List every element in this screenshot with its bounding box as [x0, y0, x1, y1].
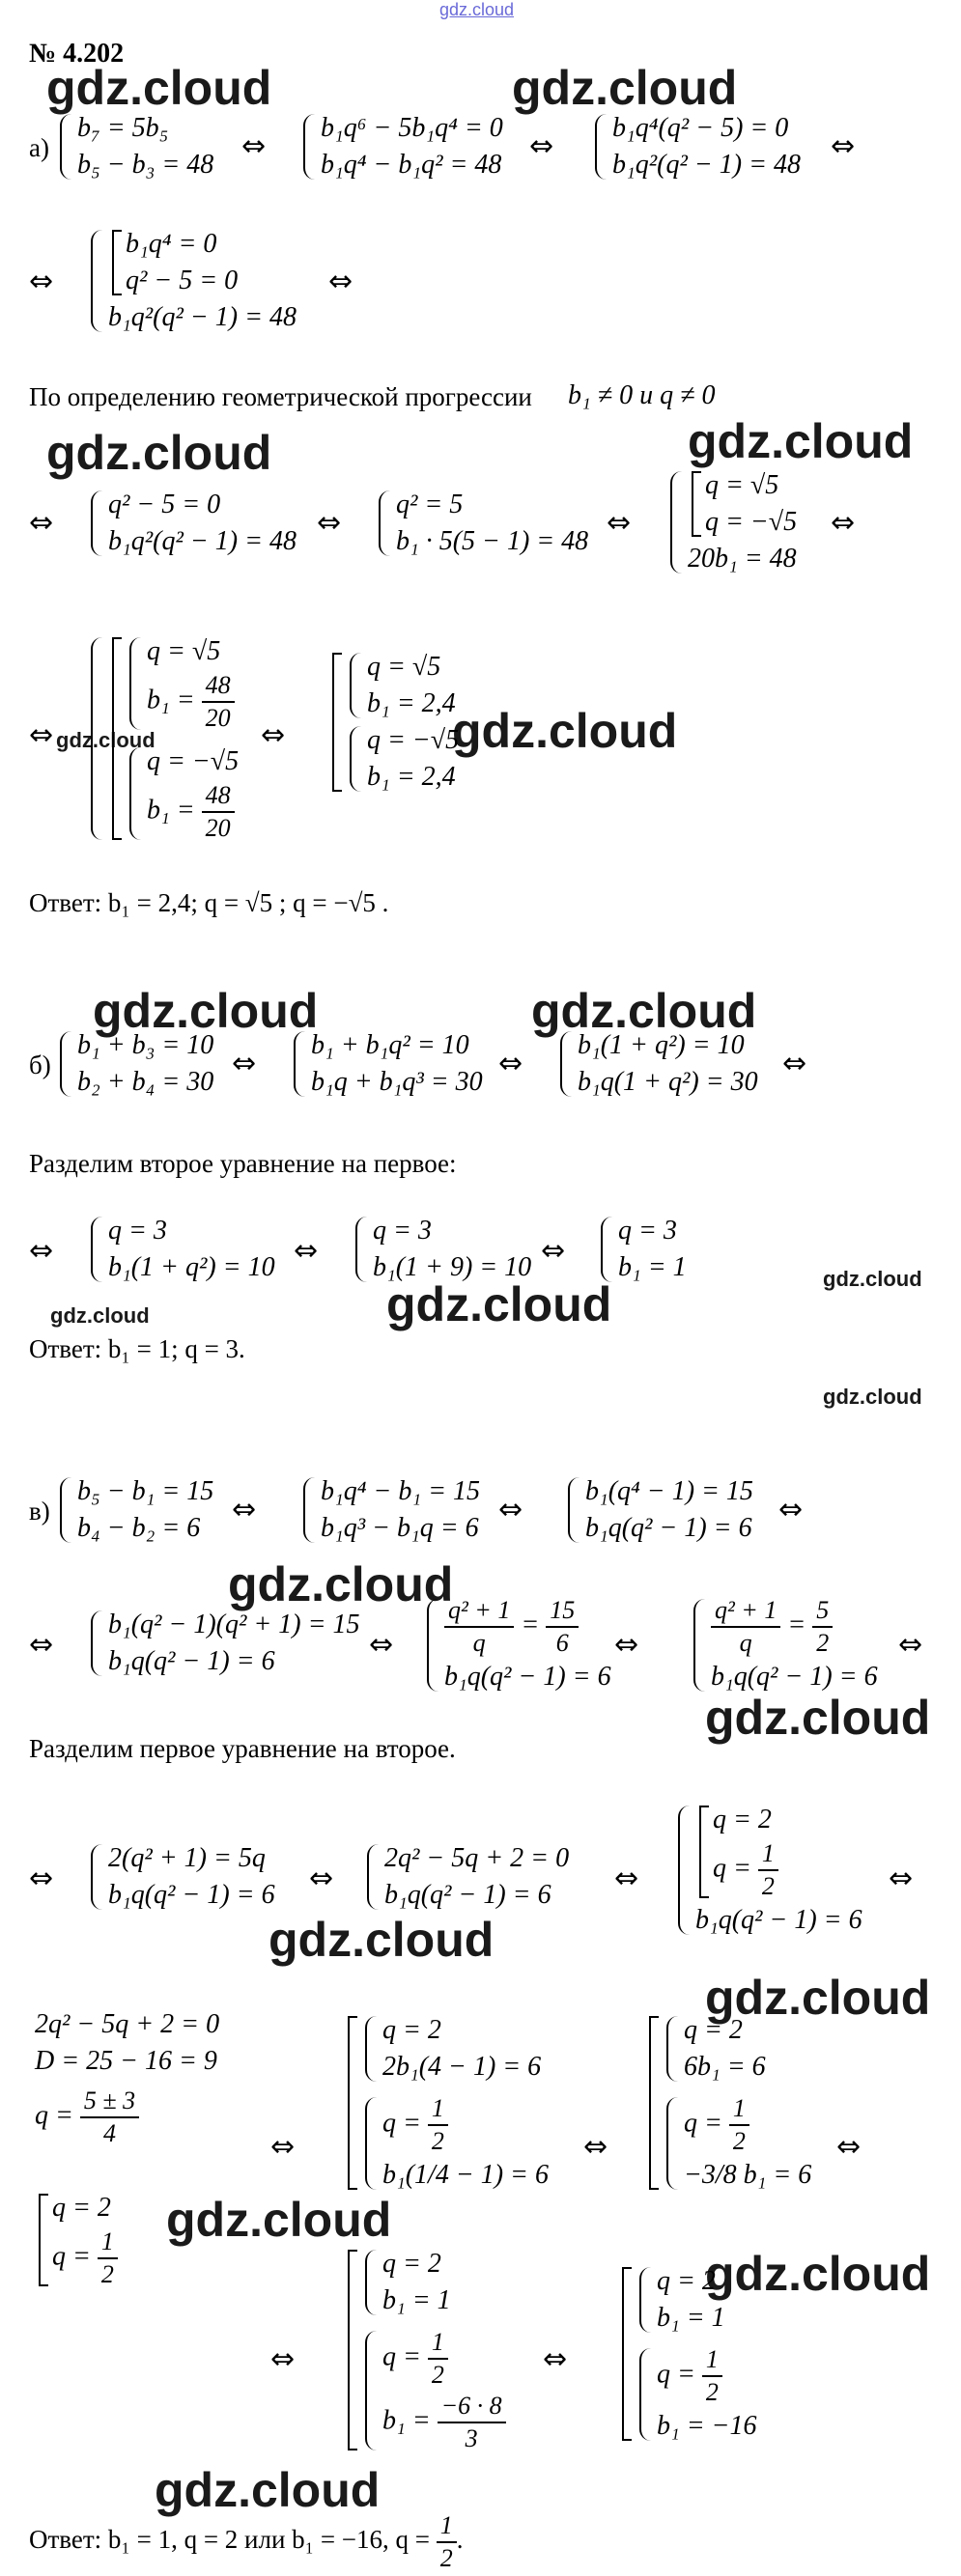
equation-line: b₁ + b₃ = 10	[77, 1030, 214, 1060]
denominator: 2	[431, 2361, 444, 2389]
equivalence-arrow: ⇔	[29, 506, 54, 540]
equivalence-arrow: ⇔	[270, 2130, 296, 2164]
equation-subsystem	[126, 743, 239, 844]
problem-number: № 4.202	[29, 39, 125, 69]
equation-system	[299, 110, 503, 183]
fraction	[702, 2344, 722, 2408]
equation-line: b₁q³ − b₁q = 6	[321, 1513, 479, 1543]
equation-system	[87, 1213, 275, 1286]
numerator: 1	[428, 2327, 448, 2360]
denominator: 20	[205, 704, 231, 732]
numerator: 5	[812, 1595, 833, 1628]
equivalence-arrow: ⇔	[261, 718, 286, 752]
fraction	[428, 2093, 448, 2157]
calculation-block	[35, 2006, 219, 2149]
equation-line: b₁q(q² − 1) = 6	[695, 1905, 862, 1935]
equivalence-arrow: ⇔	[232, 1047, 257, 1080]
equivalence-arrow: ⇔	[614, 1862, 639, 1895]
equation-line: q = 3	[618, 1216, 677, 1246]
denominator: 4	[103, 2119, 117, 2147]
equation-term: q =	[52, 2241, 91, 2272]
equation-term: q =	[382, 2108, 421, 2139]
equation-line: b₁ = 1	[657, 2303, 725, 2333]
equation-set	[688, 467, 797, 541]
equation-line: q = 2	[382, 2015, 441, 2045]
denominator: q	[472, 1629, 486, 1657]
equation-line: b₁q⁶ − 5b₁q⁴ = 0	[321, 113, 503, 143]
equation-set	[108, 633, 239, 844]
equation-set	[328, 649, 459, 796]
equation-line	[52, 2226, 118, 2290]
equivalence-arrow: ⇔	[583, 2130, 608, 2164]
equation-line: q = 2	[713, 1805, 772, 1834]
equation-system	[690, 1595, 878, 1695]
equation-system	[597, 1213, 687, 1286]
equation-system	[87, 226, 297, 336]
fraction	[98, 2226, 118, 2290]
part-b-label: б)	[29, 1050, 51, 1079]
equation-line: q = 2	[657, 2266, 716, 2296]
equation-line: b₂ + b₄ = 30	[77, 1067, 214, 1097]
equation-system	[299, 1473, 480, 1547]
equation-system	[56, 110, 213, 183]
equation-set	[344, 2246, 506, 2454]
watermark-logo: gdz.cloud	[93, 984, 319, 1038]
fraction	[758, 1838, 778, 1902]
watermark-logo: gdz.cloud	[452, 704, 678, 758]
equation-line: 6b₁ = 6	[684, 2052, 766, 2082]
equivalence-arrow: ⇔	[782, 1047, 807, 1080]
equation-system	[564, 1473, 753, 1547]
equivalence-arrow: ⇔	[270, 2342, 296, 2376]
equation-line: q = 3	[373, 1216, 432, 1246]
equation-line: b₁q⁴ − b₁q² = 48	[321, 150, 502, 180]
equation-subsystem	[346, 649, 459, 722]
equivalence-arrow: ⇔	[29, 1234, 54, 1268]
equation-line: b₇ = 5b₅	[77, 113, 169, 143]
denominator: q	[739, 1629, 752, 1657]
equivalence-arrow: ⇔	[328, 265, 353, 298]
equation-line: b₁q(q² − 1) = 6	[108, 1646, 275, 1676]
equation-line: b₁q(q² − 1) = 6	[384, 1880, 551, 1910]
equation-line: b₁ = 1	[382, 2285, 451, 2315]
equation-line: q = 2	[684, 2015, 743, 2045]
numerator: 1	[758, 1838, 778, 1871]
numerator: 5 ± 3	[80, 2086, 139, 2118]
equation-line	[382, 2391, 506, 2454]
equation-line: q² = 5	[396, 490, 464, 519]
fraction	[202, 670, 235, 734]
watermark-logo: gdz.cloud	[50, 1303, 150, 1328]
equation-line: $\frac{\text{q² + 1}}{q}$ = $\frac{15}{6}$	[444, 1595, 611, 1659]
equation-term: q =	[382, 2341, 421, 2372]
watermark-logo: gdz.cloud	[386, 1277, 612, 1331]
equation-subsystem	[636, 2263, 757, 2337]
equation-system	[87, 633, 239, 844]
denominator: 3	[465, 2424, 478, 2452]
equation-term: b₁ =	[147, 685, 195, 715]
equation-term: b₁ =	[147, 795, 195, 826]
equivalence-arrow: ⇔	[529, 129, 554, 163]
numerator: 1	[437, 2510, 457, 2543]
equation-subsystem	[126, 633, 239, 734]
watermark-logo: gdz.cloud	[531, 984, 757, 1038]
denominator: 20	[205, 814, 231, 842]
equivalence-arrow: ⇔	[607, 506, 632, 540]
equation-line: 2q² − 5q + 2 = 0	[35, 2009, 220, 2039]
numerator: q² + 1	[711, 1595, 780, 1628]
equation-line: q = −√5	[367, 725, 460, 755]
equation-system	[375, 487, 588, 560]
equation-system	[56, 1473, 213, 1547]
equation-line: q = −√5	[705, 507, 798, 537]
equation-system	[352, 1213, 531, 1286]
equation-line: b₁q²(q² − 1) = 48	[108, 302, 297, 332]
equation-term: q =	[684, 2108, 722, 2139]
denominator: 2	[816, 1629, 830, 1657]
part-v-label: в)	[29, 1497, 50, 1526]
equation-line	[35, 2086, 219, 2149]
denominator: 6	[555, 1629, 569, 1657]
fraction	[80, 2086, 139, 2149]
equation-set	[695, 1802, 862, 1902]
equation-line: b₁q⁴ = 0	[126, 229, 217, 259]
text-note: По определению геометрической прогрессии	[29, 382, 532, 411]
numerator: 48	[202, 780, 235, 813]
equation-subsystem	[361, 2093, 549, 2194]
fraction	[438, 2391, 506, 2454]
equation-term: b₁ =	[382, 2405, 431, 2436]
equivalence-arrow: ⇔	[317, 506, 342, 540]
fraction	[428, 2327, 448, 2391]
equation-subsystem	[361, 2012, 549, 2086]
equation-line: b₁q²(q² − 1) = 48	[108, 526, 297, 556]
watermark-logo: gdz.cloud	[56, 728, 155, 752]
equation-line: b₁(1 + 9) = 10	[373, 1252, 532, 1282]
equation-system	[290, 1027, 483, 1101]
equation-line: b₁(1 + q²) = 10	[578, 1030, 745, 1060]
equation-line: b₁q(q² − 1) = 6	[108, 1880, 275, 1910]
numerator: 1	[729, 2093, 749, 2126]
equivalence-arrow: ⇔	[498, 1493, 523, 1526]
numerator: 1	[98, 2226, 118, 2259]
equation-system	[591, 110, 801, 183]
equivalence-arrow: ⇔	[614, 1628, 639, 1662]
equation-line: b₅ − b₃ = 48	[77, 150, 214, 180]
watermark-logo: gdz.cloud	[155, 2463, 381, 2517]
equivalence-arrow: ⇔	[836, 2130, 862, 2164]
equivalence-arrow: ⇔	[898, 1628, 923, 1662]
fraction	[546, 1595, 579, 1659]
part-a-label: а)	[29, 133, 49, 162]
answer: Ответ: b₁ = 1, q = 2 или b₁ = −16, q = $\frac{1}{2}$ .	[29, 2511, 464, 2572]
equation-line: b₁(q⁴ − 1) = 15	[585, 1476, 753, 1506]
watermark-logo: gdz.cloud	[269, 1913, 495, 1967]
equation-line: q = √5	[147, 636, 221, 666]
equation-line: b₁q⁴ − b₁ = 15	[321, 1476, 480, 1506]
equivalence-arrow: ⇔	[294, 1234, 319, 1268]
watermark-logo: gdz.cloud	[46, 61, 272, 115]
equation-system	[87, 1607, 360, 1680]
watermark-logo: gdz.cloud	[46, 426, 272, 480]
equation-line	[382, 2093, 549, 2157]
numerator: 1	[428, 2093, 448, 2126]
watermark-logo: gdz.cloud	[688, 414, 914, 468]
equivalence-arrow: ⇔	[498, 1047, 523, 1080]
condition: b₁ ≠ 0 и q ≠ 0	[568, 380, 716, 410]
equation-line: b₁q + b₁q³ = 30	[311, 1067, 483, 1097]
equivalence-arrow: ⇔	[889, 1862, 914, 1895]
equation-line: q = √5	[705, 470, 779, 500]
equation-line: b₁q(q² − 1) = 6	[444, 1662, 611, 1692]
equation-system	[556, 1027, 758, 1101]
equation-line: b₁(1 + q²) = 10	[108, 1252, 275, 1282]
equivalence-arrow: ⇔	[232, 1493, 257, 1526]
equation-set	[344, 2012, 549, 2194]
equation-line: q = √5	[367, 652, 441, 682]
numerator: 1	[702, 2344, 722, 2377]
equation-system	[363, 1840, 569, 1914]
watermark-logo: gdz.cloud	[823, 1385, 922, 1409]
equation-subsystem	[361, 2246, 506, 2319]
equation-subsystem	[346, 722, 459, 796]
equation-system	[666, 467, 797, 577]
fraction	[711, 1595, 780, 1659]
equation-system	[674, 1802, 862, 1939]
equation-line	[657, 2344, 757, 2408]
equation-line: b₁q(q² − 1) = 6	[711, 1662, 878, 1692]
answer-text: Ответ: b₁ = 1, q = 2 или b₁ = −16, q =	[29, 2525, 431, 2555]
equation-line: 2b₁(4 − 1) = 6	[382, 2052, 542, 2082]
equation-line: 20b₁ = 48	[688, 544, 797, 574]
equation-line	[684, 2093, 811, 2157]
watermark-logo: gdz.cloud	[705, 1691, 931, 1745]
denominator: 2	[431, 2127, 444, 2155]
equation-line: b₁ = 2,4	[367, 688, 456, 718]
numerator: −6 · 8	[438, 2391, 506, 2423]
fraction	[444, 1595, 514, 1659]
roots-set	[35, 2190, 118, 2290]
equation-line: 2(q² + 1) = 5q	[108, 1843, 266, 1873]
equation-system	[56, 1027, 213, 1101]
equation-line: D = 25 − 16 = 9	[35, 2046, 217, 2076]
watermark-logo: gdz.cloud	[512, 61, 738, 115]
equation-line: b₁q⁴(q² − 5) = 0	[612, 113, 789, 143]
equation-subsystem	[663, 2012, 811, 2086]
equivalence-arrow: ⇔	[241, 129, 267, 163]
equation-line: b₁ = 1	[618, 1252, 687, 1282]
equation-line: −3/8 b₁ = 6	[684, 2160, 812, 2190]
equivalence-arrow: ⇔	[309, 1862, 334, 1895]
equation-line: b₁ + b₁q² = 10	[311, 1030, 469, 1060]
denominator: 2	[761, 1872, 775, 1900]
denominator: 2	[100, 2260, 114, 2288]
fraction	[437, 2510, 457, 2574]
equation-line: q = −√5	[147, 746, 240, 776]
equation-subsystem	[361, 2327, 506, 2454]
equation-line: b₁(1/4 − 1) = 6	[382, 2160, 549, 2190]
equation-subsystem	[663, 2093, 811, 2194]
equation-line: $\frac{\text{q² + 1}}{q}$ = $\frac{5}{2}$	[711, 1595, 878, 1659]
equation-line: b₁ = −16	[657, 2411, 757, 2441]
equation-line: b₁q(1 + q²) = 30	[578, 1067, 758, 1097]
equation-line	[382, 2327, 506, 2391]
answer: Ответ: b₁ = 1; q = 3.	[29, 1334, 245, 1363]
equation-line: b₁ = 2,4	[367, 762, 456, 792]
fraction	[202, 780, 235, 844]
watermark-logo: gdz.cloud	[705, 2247, 931, 2301]
equivalence-arrow: ⇔	[778, 1493, 804, 1526]
watermark-logo: gdz.cloud	[166, 2193, 392, 2247]
text-note: Разделим первое уравнение на второе.	[29, 1734, 456, 1763]
equivalence-arrow: ⇔	[831, 129, 856, 163]
equation-set	[618, 2263, 757, 2445]
equation-line: b₁q²(q² − 1) = 48	[612, 150, 801, 180]
equivalence-arrow: ⇔	[541, 1234, 566, 1268]
equation-line: b₄ − b₂ = 6	[77, 1513, 201, 1543]
equation-line: 2q² − 5q + 2 = 0	[384, 1843, 570, 1873]
equation-system	[87, 1840, 275, 1914]
equation-line: b₁ · 5(5 − 1) = 48	[396, 526, 589, 556]
equation-term: q =	[713, 1853, 751, 1884]
answer: Ответ: b₁ = 2,4; q = √5 ; q = −√5 .	[29, 888, 389, 917]
equivalence-arrow: ⇔	[29, 1628, 54, 1662]
denominator: 2	[732, 2127, 746, 2155]
equation-line: q² − 5 = 0	[126, 266, 239, 295]
equivalence-arrow: ⇔	[29, 265, 54, 298]
equation-line	[147, 780, 239, 844]
equation-term: q =	[35, 2100, 73, 2131]
fraction	[729, 2093, 749, 2157]
equivalence-arrow: ⇔	[29, 718, 54, 752]
denominator: 2	[705, 2378, 719, 2406]
watermark-logo: gdz.cloud	[228, 1557, 454, 1611]
equation-term: q =	[657, 2359, 695, 2390]
denominator: 2	[439, 2544, 453, 2572]
top-watermark: gdz.cloud	[439, 0, 515, 19]
equation-line: q = 3	[108, 1216, 167, 1246]
equivalence-arrow: ⇔	[543, 2342, 568, 2376]
equation-line: b₁(q² − 1)(q² + 1) = 15	[108, 1610, 360, 1639]
numerator: q² + 1	[444, 1595, 514, 1628]
equation-system	[423, 1595, 611, 1695]
equation-set	[108, 226, 297, 299]
equation-system	[87, 487, 297, 560]
equivalence-arrow: ⇔	[369, 1628, 394, 1662]
numerator: 15	[546, 1595, 579, 1628]
equation-line	[147, 670, 239, 734]
equation-line: b₅ − b₁ = 15	[77, 1476, 214, 1506]
equation-line: q² − 5 = 0	[108, 490, 221, 519]
equation-line: q = 2	[52, 2193, 111, 2223]
watermark-logo: gdz.cloud	[705, 1971, 931, 2025]
fraction	[812, 1595, 833, 1659]
equation-set	[645, 2012, 811, 2194]
equivalence-arrow: ⇔	[831, 506, 856, 540]
equivalence-arrow: ⇔	[29, 1862, 54, 1895]
numerator: 48	[202, 670, 235, 703]
equation-line: q = 2	[382, 2249, 441, 2279]
equation-line: b₁q(q² − 1) = 6	[585, 1513, 752, 1543]
equation-line	[713, 1838, 862, 1902]
watermark-logo: gdz.cloud	[823, 1267, 922, 1291]
equation-subsystem	[636, 2344, 757, 2445]
text-note: Разделим второе уравнение на первое:	[29, 1149, 457, 1178]
